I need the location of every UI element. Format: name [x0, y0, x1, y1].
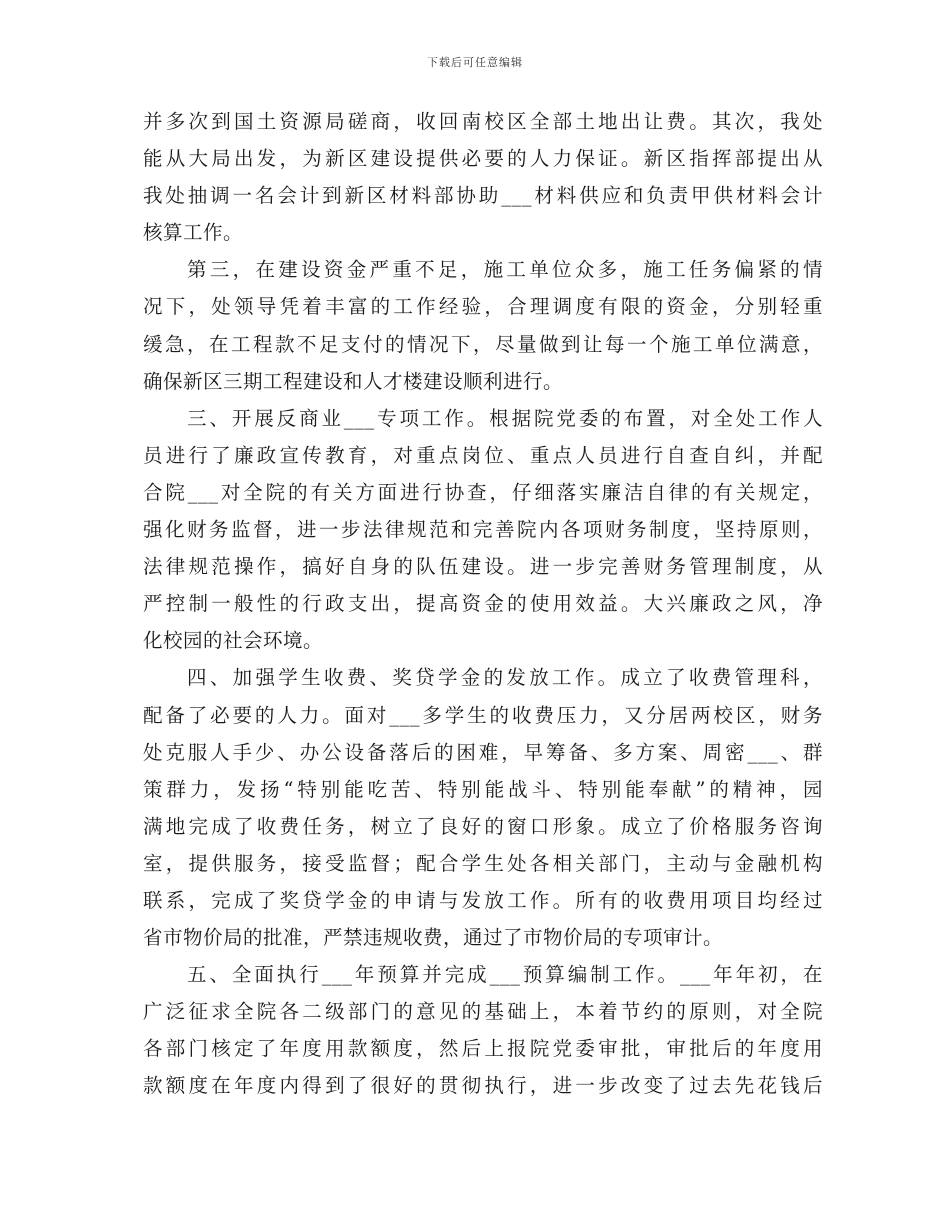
text-line: 缓急，在工程款不足支付的情况下，尽量做到让每一个施工单位满意，	[143, 332, 823, 356]
text-line: 省市物价局的批准，严禁违规收费，通过了市物价局的专项审计。	[143, 926, 724, 950]
text-line: 我处抽调一名会计到新区材料部协助___材料供应和负责甲供材料会计	[143, 184, 823, 208]
text-line: 三、开展反商业___专项工作。根据院党委的布置，对全处工作人	[187, 406, 823, 430]
text-line: 严控制一般性的行政支出，提高资金的使用效益。大兴廉政之风，净	[143, 592, 823, 616]
document-body	[143, 103, 823, 1105]
text-line: 策群力，发扬“特别能吃苦、特别能战斗、特别能奉献”的精神，园	[143, 777, 823, 801]
page-header: 下载后可任意编辑	[427, 56, 523, 69]
text-line: 确保新区三期工程建设和人才楼建设顺利进行。	[143, 369, 564, 393]
text-line: 五、全面执行___年预算并完成___预算编制工作。___年年初，在	[187, 963, 823, 987]
text-line: 处克服人手少、办公设备落后的困难，早筹备、多方案、周密___、群	[143, 740, 823, 764]
text-line: 化校园的社会环境。	[143, 629, 324, 653]
text-line: 核算工作。	[143, 221, 244, 245]
text-line: 四、加强学生收费、奖贷学金的发放工作。成立了收费管理科，	[187, 666, 823, 690]
text-line: 广泛征求全院各二级部门的意见的基础上，本着节约的原则，对全院	[143, 1000, 823, 1024]
text-line: 况下，处领导凭着丰富的工作经验，合理调度有限的资金，分别轻重	[143, 295, 823, 319]
text-line: 能从大局出发，为新区建设提供必要的人力保证。新区指挥部提出从	[143, 147, 823, 171]
text-line: 法律规范操作，搞好自身的队伍建设。进一步完善财务管理制度，从	[143, 555, 823, 579]
text-line: 配备了必要的人力。面对___多学生的收费压力，又分居两校区，财务	[143, 703, 823, 727]
text-line: 款额度在年度内得到了很好的贯彻执行，进一步改变了过去先花钱后	[143, 1074, 823, 1098]
text-line: 强化财务监督，进一步法律规范和完善院内各项财务制度，坚持原则，	[143, 518, 823, 542]
text-line: 员进行了廉政宣传教育，对重点岗位、重点人员进行自查自纠，并配	[143, 443, 823, 467]
text-line: 合院___对全院的有关方面进行协查，仔细落实廉洁自律的有关规定，	[143, 480, 823, 504]
text-line: 并多次到国土资源局磋商，收回南校区全部土地出让费。其次，我处	[143, 110, 823, 133]
text-line: 满地完成了收费任务，树立了良好的窗口形象。成立了价格服务咨询	[143, 814, 823, 838]
text-line: 联系，完成了奖贷学金的申请与发放工作。所有的收费用项目均经过	[143, 888, 823, 912]
text-line: 各部门核定了年度用款额度，然后上报院党委审批，审批后的年度用	[143, 1037, 823, 1061]
text-line: 第三，在建设资金严重不足，施工单位众多，施工任务偏紧的情	[187, 258, 823, 282]
text-line: 室，提供服务，接受监督；配合学生处各相关部门，主动与金融机构	[143, 851, 823, 875]
